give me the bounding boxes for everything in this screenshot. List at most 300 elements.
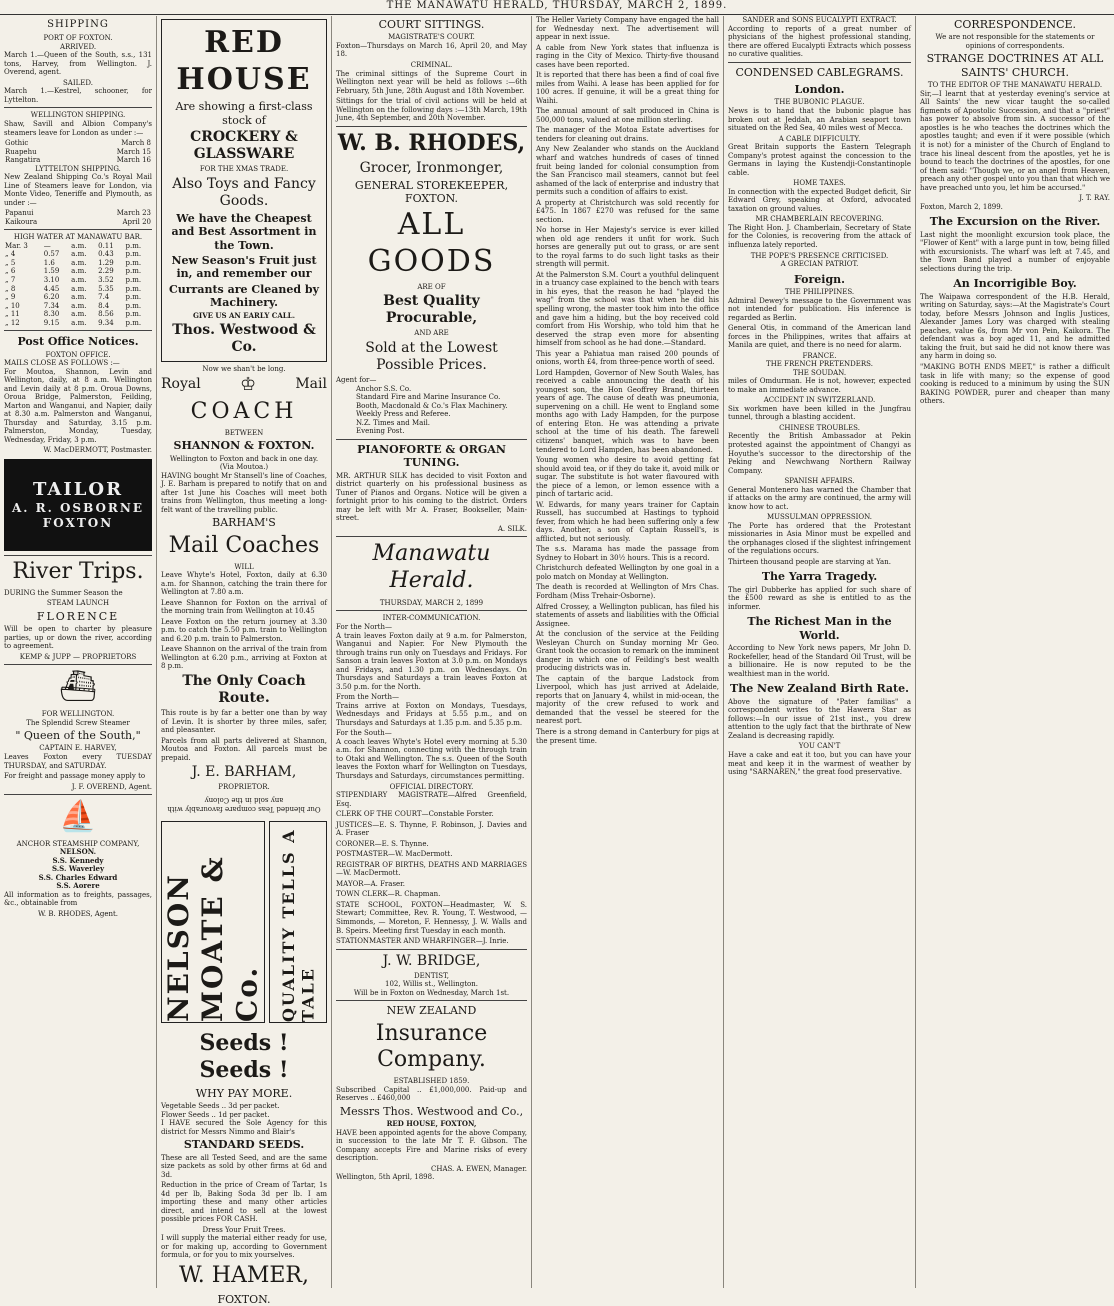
table-cell: 7.34	[43, 301, 60, 310]
table-cell: 8.4	[98, 301, 110, 310]
civil-text: Sittings for the trial of civil actions will be held at Wellington on the following days :—13th March, 19th June, 4th September, and 20th November.	[336, 97, 527, 123]
red-house-ad	[161, 19, 327, 362]
ship-date: March 8	[121, 139, 151, 148]
table-cell: p.m.	[125, 258, 142, 267]
divider	[336, 1000, 527, 1001]
table-cell: „ 9	[5, 293, 16, 302]
now-ready: Now we shan't be long.	[202, 365, 286, 374]
birth-rate-title: The New Zealand Birth Rate.	[730, 682, 909, 696]
magistrate-title: MAGISTRATE'S COURT.	[388, 33, 475, 42]
arrived-text: March 1.—Queen of the South, s.s., 131 tons, Harvey, from Wellington. J. Overend, agent.	[4, 51, 152, 77]
xmas-text: FOR THE XMAS TRADE.	[199, 165, 289, 174]
general-storekeeper: GENERAL STOREKEEPER, FOXTON.	[354, 178, 509, 206]
table-row	[4, 293, 152, 302]
sailed-text: March 1.—Kestrel, schooner, for Lyttelton.	[4, 87, 152, 104]
divider	[4, 664, 152, 665]
toys-text: Also Toys and Fancy Goods.	[172, 175, 316, 209]
news-paragraph: The s.s. Marama has made the passage from Sydney to Hobart in 30½ hours. This is a record.	[536, 545, 719, 562]
vertical-ads	[161, 817, 327, 1027]
piano-title: PIANOFORTE & ORGAN TUNING.	[357, 442, 506, 470]
divider	[4, 794, 152, 795]
section-title: CHINESE TROUBLES.	[779, 423, 860, 432]
from-north-label: From the North—	[336, 693, 399, 702]
table-cell: a.m.	[71, 250, 87, 259]
freight-text: For freight and passage money apply to	[4, 772, 146, 781]
news-paragraph: General Otis, in command of the American land forces in the Philippines, writes that affairs at Manila are quiet, and there is no need for alarm.	[728, 324, 911, 350]
news-paragraph: According to reports of a great number of physicians of the highest professional standing, there are offered Eucalypti Extracts which possess no curative qualities.	[728, 24, 911, 59]
south-label: For the South—	[336, 729, 392, 738]
section-title: HOME TAXES.	[793, 179, 846, 188]
divider	[4, 107, 152, 108]
table-cell: 9.15	[43, 318, 60, 327]
list-item: Evening Post.	[356, 427, 405, 436]
north-text: A train leaves Foxton daily at 9 a.m. for Palmerston, Wanganui and Napier. For New Plymouth the through trains run only on Tuesdays and Fridays. For Sanson a train leaves Foxton at 3.0 p.m. on Mondays and Fridays, and 1.30 p.m. on Wednesdays. On Thursdays and Saturdays a train leaves Foxton at 3.50 p.m. for the North.	[336, 631, 527, 691]
divider	[336, 126, 527, 127]
london-title: London.	[794, 83, 845, 97]
court-title: COURT SITTINGS.	[378, 18, 485, 31]
nelson-label: NELSON.	[59, 847, 97, 857]
queen-of-south: " Queen of the South,"	[15, 729, 141, 743]
hamer-foxton: FOXTON.	[217, 1292, 271, 1306]
divider	[336, 536, 527, 537]
table-cell: 4.45	[43, 284, 60, 293]
table-cell: 1.6	[43, 258, 55, 267]
signer-name: J. T. RAY.	[1079, 194, 1110, 203]
barhams-title: BARHAM'S	[212, 516, 276, 530]
richest-title: The Richest Man in the World.	[747, 615, 892, 642]
dress-title: Dress Your Fruit Trees.	[202, 1225, 286, 1234]
flower-seeds: Flower Seeds .. 1d per packet.	[161, 1110, 270, 1119]
table-cell: a.m.	[71, 318, 87, 327]
captain: CAPTAIN E. HARVEY,	[39, 744, 117, 753]
news-paragraph: The Right Hon. J. Chamberlain, Secretary of State for the Colonies, is recovering from the attack of influenza lately reported.	[728, 223, 911, 249]
nelson-moate-label: NELSON MOATE & Co.	[162, 855, 264, 1022]
proprietor-label: PROPRIETOR.	[218, 783, 270, 792]
list-item: Weekly Press and Referee.	[356, 410, 451, 419]
news-paragraph: No horse in Her Majesty's service is ever killed when old age renders it unfit for work. Such horses are generally put out to grass, or are sent to the royal farms to do such light tasks as their strength will permit.	[536, 226, 719, 269]
news-paragraph: Christchurch defeated Wellington by one goal in a polo match on Monday at Wellington.	[536, 564, 719, 581]
shipping-title: SHIPPING	[47, 19, 109, 30]
coach-body: HAVING bought Mr Stansell's line of Coaches, J. E. Barham is prepared to notify that on and after 1st June his Coaches will meet both trains from Wellington, thus meeting a long-felt want of the travelling public.	[161, 471, 327, 514]
ship-name: Rangatira	[5, 156, 41, 165]
agencies-list	[336, 385, 527, 436]
directory-entry: TOWN CLERK—R. Chapman.	[336, 890, 441, 899]
table-row	[4, 267, 152, 276]
table-cell: a.m.	[71, 258, 87, 267]
tailor-ad	[4, 459, 152, 551]
parcels-text: Parcels from all parts delivered at Shannon, Moutoa and Foxton. All parcels must be prepaid.	[161, 736, 327, 762]
table-row	[4, 285, 152, 294]
ship-name: Gothic	[5, 139, 29, 148]
news-paragraph: Any New Zealander who stands on the Auckland wharf and watches hundreds of cases of tinned fruit being landed for colonial consumption from the San Francisco mail steamers, cannot but feel ashamed of the lack of enterprise and industry that permits such a condition of affairs to exist.	[536, 145, 719, 197]
table-row	[4, 209, 152, 218]
currants-text: Currants are Cleaned by Machinery.	[169, 282, 319, 310]
news-paragraph: The Heller Variety Company have engaged the hall for Wednesday next. The advertisement will appear in next issue.	[536, 16, 719, 42]
divider	[4, 555, 152, 556]
why-pay-more: WHY PAY MORE.	[195, 1086, 293, 1100]
mail-coach-text: Leave Foxton on the return journey at 3.30 p.m. to catch the 5.50 p.m. train to Wellington and 6.20 p.m. train to Palmerston.	[161, 617, 327, 643]
and-are: AND ARE	[414, 329, 449, 338]
table-cell: „ 11	[5, 310, 20, 319]
news-paragraph: Young women who desire to avoid getting fat should avoid tea, or if they do take it, avoid milk or sugar. The substitute is hot water flavoured with the piece of a lemon, or lemon essence with a pinch of tartaric acid.	[536, 456, 719, 499]
table-cell: a.m.	[71, 301, 87, 310]
correspondence-title: CORRESPONDENCE.	[953, 18, 1077, 31]
ship-date: March 15	[116, 147, 151, 156]
table-row	[4, 259, 152, 268]
table-cell: p.m.	[125, 241, 142, 250]
red-house-title: RED HOUSE	[176, 25, 312, 97]
excursion-title: The Excursion on the River.	[929, 215, 1101, 229]
table-cell: 9.34	[98, 318, 114, 327]
section-title: THE FRENCH PRETENDERS.	[766, 360, 873, 369]
news-paragraph: The Waipawa correspondent of the H.B. Herald, writing on Saturday, says:—At the Magistrate's Court today, before Messrs Johnson and Inglis Justices, Alexander James Lory was charged with stealing peaches, value 6s, from Mr von Pein, Kaikora. The defendant was a boy aged 11, and he admitted taking the fruit, but said he did not know there was any harm in doing so.	[920, 292, 1110, 361]
port-label: PORT OF FOXTON.	[43, 34, 113, 43]
ewen-manager: CHAS. A. EWEN, Manager.	[430, 1164, 527, 1173]
insurance-title: Insurance Company.	[375, 1020, 488, 1073]
criminal-text: The criminal sittings of the Supreme Court in Wellington next year will be held as follows :—6th February, 5th June, 28th August and 18th November.	[336, 69, 527, 95]
table-row	[4, 302, 152, 311]
table-cell: 1.29	[98, 258, 114, 267]
rhodes-title: W. B. RHODES,	[337, 129, 526, 156]
cheapest-text: We have the Cheapest and Best Assortment in the Town.	[171, 211, 317, 252]
hamer-name: W. HAMER,	[179, 1262, 309, 1288]
wellington-table	[4, 139, 152, 165]
table-cell: 0.43	[98, 250, 114, 259]
table-cell: „ 12	[5, 318, 20, 327]
news-paragraph: Admiral Dewey's message to the Government was not intended for publication. His inference is regarded as Berlin.	[728, 296, 911, 322]
river-trips-title: River Trips.	[12, 558, 144, 584]
table-cell: „ 6	[5, 267, 16, 276]
only-coach-text: This route is by far a better one than by way of Levin. It is shorter by three miles, safer, and pleasanter.	[161, 709, 327, 735]
table-row	[4, 139, 152, 148]
lyttelton-title: LYTTELTON SHIPPING.	[35, 164, 121, 173]
best-quality: Best Quality Procurable,	[383, 293, 480, 327]
news-paragraph: W. Edwards, for many years trainer for Captain Russell, has succumbed at Hastings to typhoid fever, from which he had been suffering only a few days. Another, a son of Captain Russell's, is afflicted, but not seriously.	[536, 500, 719, 543]
news-paragraph: The manager of the Motoa Estate advertises for tenders for cleaning out drains.	[536, 126, 719, 143]
divider	[4, 229, 152, 230]
table-cell: „ 5	[5, 258, 16, 267]
table-row	[4, 156, 152, 165]
table-row	[4, 242, 152, 251]
river-text: DURING the Summer Season the	[4, 588, 123, 597]
post-office-sub: FOXTON OFFICE.	[45, 350, 111, 359]
table-cell: a.m.	[71, 241, 87, 250]
news-paragraph: General Montenero has warned the Chamber that if attacks on the army are continued, the army will know how to act.	[728, 485, 911, 511]
anchor-text: All information as to freights, passages, &c., obtainable from	[4, 890, 152, 908]
directory-entry: JUSTICES—E. S. Thynne, F. Robinson, J. Davies and A. Fraser	[336, 820, 527, 838]
news-paragraph: A property at Christchurch was sold recently for £475. In 1867 £270 was refused for the same section.	[536, 198, 719, 224]
tested-text: These are all Tested Seed, and are the same size packets as sold by other firms at 6d and 3d.	[161, 1153, 327, 1179]
foreign-title: Foreign.	[793, 272, 846, 286]
barham-name: J. E. BARHAM,	[191, 764, 297, 781]
silk-name: A. SILK.	[497, 524, 527, 533]
table-cell: 3.10	[43, 276, 60, 284]
north-label: For the North—	[336, 622, 392, 631]
directory-entry: CLERK OF THE COURT—Constable Forster.	[336, 810, 494, 819]
florence-name: FLORENCE	[36, 609, 120, 623]
via-moutoa: (Via Moutoa.)	[219, 463, 269, 472]
news-paragraph: This year a Pahiatua man raised 200 pounds of onions, worth £4, from three-pence worth of seed.	[536, 349, 719, 367]
incorrigible-title: An Incorrigible Boy.	[953, 277, 1077, 291]
table-cell: a.m.	[71, 284, 87, 293]
news-paragraph: The Porte has ordered that the Protestant missionaries in Asia Minor must be expelled and the orphanages closed if the slightest infringement of the regulations occurs.	[728, 521, 911, 556]
section-title: FRANCE.	[802, 351, 837, 360]
table-cell: a.m.	[71, 293, 87, 302]
column-1	[0, 16, 157, 1288]
agent-for-label: Agent for—	[336, 376, 377, 384]
table-row	[4, 148, 152, 157]
news-paragraph: It is reported that there has been a find of coal five miles from Waihi. A lease has been applied for for 100 acres. If genuine, it will be a great thing for Waihi.	[536, 71, 719, 105]
nelson-moate-ad	[161, 821, 265, 1023]
table-cell: „ 10	[5, 301, 20, 310]
news-paragraph: Recently the British Ambassador at Pekin protested against the appointment of Changyi as Hoyuthe's successor to the directorship of the Peking and Newchwang Northern Railway Company.	[728, 432, 911, 475]
section-title: THE SOUDAN.	[792, 368, 847, 377]
herald-date: THURSDAY, MARCH 2, 1899	[379, 598, 484, 607]
news-paragraph: "MAKING BOTH ENDS MEET," is rather a difficult task in life with many; so the expense of good cooking is reduced to a minimum by using the SUN BAKING POWDER, purer and cheaper than many others.	[920, 362, 1110, 406]
table-cell: a.m.	[71, 310, 87, 319]
for-wellington: FOR WELLINGTON.	[41, 709, 115, 718]
table-cell: „ 4	[5, 250, 16, 259]
section-title: SANDER and SONS EUCALYPTI EXTRACT.	[742, 16, 897, 24]
inter-title: INTER-COMMUNICATION.	[382, 614, 481, 623]
sailing-ship-icon: ⛵	[59, 799, 97, 835]
bridge-name: J. W. BRIDGE,	[382, 952, 481, 969]
directory-entry: STIPENDIARY MAGISTRATE—Alfred Greenfield, Esq.	[336, 791, 527, 808]
river-text-2: Will be open to charter by pleasure parties, up or down the river, according to agreement.	[4, 625, 152, 651]
news-paragraph: There is a strong demand in Canterbury for pigs at the present time.	[536, 727, 719, 745]
court-text: Foxton—Thursdays on March 16, April 20, and May 18.	[336, 41, 527, 59]
agents-text: HAVE been appointed agents for the above Company, in succession to the late Mr T. F. Gibson. The Company accepts Fire and Marine risks of every description.	[336, 1128, 527, 1163]
table-cell: p.m.	[125, 318, 142, 327]
screw-steamer: The Splendid Screw Steamer	[26, 718, 130, 727]
news-paragraph: Last night the moonlight excursion took place, the "Flower of Kent" with a large punt in tow, being filled with excursionists. The wharf was left at 7.45, and the Town Band played a number of enjoyable selections during the trip.	[920, 230, 1110, 273]
table-cell: p.m.	[125, 276, 142, 284]
section-title: THE BUBONIC PLAGUE.	[774, 98, 865, 107]
list-item: Booth, Macdonald & Co.'s Flax Machinery.	[356, 401, 508, 410]
table-row	[4, 250, 152, 259]
quality-label: QUALITY TELLS A TALE	[278, 828, 318, 1022]
vegetable-seeds: Vegetable Seeds .. 3d per packet.	[161, 1102, 280, 1111]
visit-text: Will be in Foxton on Wednesday, March 1st.	[353, 988, 510, 997]
signed-date: Foxton, March 2, 1899.	[920, 202, 1003, 211]
overend-agent: J. F. OVEREND, Agent.	[71, 782, 152, 791]
high-water-title: HIGH WATER AT MANAWATU BAR.	[13, 233, 143, 242]
directory-entry: STATE SCHOOL, FOXTON—Headmaster, W. S. Stewart; Committee, Rev. R. Young, T. Westwood, — Simmonds, — Moreton, F. Hennessy, J. W. Walls and B. Speirs. Meeting first Tuesday in each month.	[336, 900, 527, 935]
south-text: A coach leaves Whyte's Hotel every morning at 5.30 a.m. for Shannon, connecting with the through train to Otaki and Wellington. The s.s. Queen of the South leaves the Foxton wharf for Wellington on Tuesdays, Thursdays and Saturdays, circumstances permitting.	[336, 737, 527, 780]
only-coach-title: The Only Coach Route.	[182, 672, 306, 707]
section-title: ACCIDENT IN SWITZERLAND.	[763, 396, 876, 405]
royal-label: Royal	[161, 376, 201, 393]
table-cell: 8.30	[43, 310, 60, 319]
news-paragraph: miles of Omdurman. He is not, however, expected to make an immediate advance.	[728, 377, 911, 394]
coach-text: Wellington to Foxton and back in one day.	[169, 454, 319, 463]
table-cell: 3.52	[98, 276, 114, 284]
wellington-shipping-text: Shaw, Savill and Albion Company's steamers leave for London as under :—	[4, 119, 152, 137]
showing-text: Are showing a first-class stock of	[175, 100, 313, 127]
list-item: Standard Fire and Marine Insurance Co.	[356, 393, 501, 402]
masthead: THE MANAWATU HERALD, THURSDAY, MARCH 2, 1899.	[0, 0, 1114, 15]
rhodes-agent: W. B. RHODES, Agent.	[37, 909, 119, 918]
directory-entry: STATIONMASTER AND WHARFINGER—J. Inrie.	[336, 937, 509, 946]
news-paragraph: Six workmen have been killed in the Jungfrau tunnel, through a blasting accident.	[728, 404, 911, 422]
news-paragraph: The captain of the barque Ladstock from Liverpool, which has just arrived at Adelaide, reports that on January 4, whilst in mid-ocean, the majority of the crew refused to work and demanded that the vessel be steered for the nearest port.	[536, 674, 719, 726]
fruit-text: New Season's Fruit just in, and remember our	[171, 254, 317, 281]
crockery-title: CROCKERY & GLASSWARE	[190, 129, 298, 163]
news-paragraph: Sir,—I learnt that at yesterday evening's service at All Saints' the new vicar taught the so-called figments of Apostolic Succession, and that a "priest" has power to absolve from sin. A successor of the apostles is he who teaches the doctrines which the apostles taught; and even if it were possible (which it is not) for a minister of the Church of England to trace his lineal descent from the apostles, yet he is bound to teach the doctrines of the apostles, for one of them said: "Though we, or an angel from Heaven, preach any other gospel unto you than that which we have preached unto you, let him be accursed."	[920, 89, 1110, 192]
column-4	[532, 16, 724, 1288]
section-title: THE POPE'S PRESENCE CRITICISED.	[750, 251, 889, 260]
established: ESTABLISHED 1859.	[393, 1077, 470, 1086]
divider	[336, 439, 527, 440]
directory-entry: CORONER—E. S. Thynne.	[336, 839, 429, 848]
steamship-icon: ⛴	[58, 669, 98, 705]
news-paragraph: Alfred Crossey, a Wellington publican, has filed his statements of assets and liabilities with the Official Assignee.	[536, 602, 719, 628]
mails-text: For Moutoa, Shannon, Levin and Wellington, daily, at 8 a.m. Wellington and Levin daily at 8 p.m. Oroua Downs, Oroua Bridge, Palmerston, Feilding, Marton and Wanganui, and Napier, daily at 8.30 a.m. Palmerston and Wanganui, Thursday and Saturday, 3.15 p.m. Palmerston, Monday, Tuesday, Wednesday, Friday, 3 p.m.	[4, 367, 152, 444]
nz-label: NEW ZEALAND	[386, 1004, 477, 1018]
red-house-foxton: RED HOUSE, FOXTON,	[386, 1119, 477, 1129]
column-2	[157, 16, 332, 1306]
section-title: MR CHAMBERLAIN RECOVERING.	[755, 215, 884, 224]
table-cell: p.m.	[125, 250, 142, 259]
mail-coach-text: Leave Shannon on the arrival of the train from Wellington at 6.20 p.m., arriving at Foxton at 8 p.m.	[161, 645, 327, 671]
strange-title: STRANGE DOCTRINES AT ALL SAINTS' CHURCH.	[926, 52, 1104, 79]
ship-list-item: S.S. Charles Edward	[38, 872, 118, 882]
table-cell: 2.29	[98, 267, 114, 276]
section-title: MUSSULMAN OPPRESSION.	[766, 513, 873, 522]
table-cell: 0.11	[98, 241, 114, 250]
news-paragraph: A cable from New York states that influenza is raging in the City of Mexico. Thirty-five thousand cases have been reported.	[536, 43, 719, 69]
table-row	[4, 276, 152, 285]
will-label: WILL	[234, 562, 254, 571]
table-cell: „ 8	[5, 284, 16, 293]
ship-date: March 23	[116, 209, 151, 218]
ship-date: April 20	[122, 217, 151, 226]
kemp-jupp: KEMP & JUPP — PROPRIETORS	[19, 652, 137, 661]
ship-name: Kaikoura	[5, 217, 38, 226]
news-paragraph: At the Palmerston S.M. Court a youthful delinquent in a truancy case explained to the bench with tears in his eyes, that the reason he had "played the wag" from the school was that when he did his spelling wrong, the master took him into the office and gave him a hiding, but the boy received cold comfort from His Worship, who told him that he deserved the strap even more for absenting himself from school as he had done.—Standard.	[536, 270, 719, 348]
messrs-westwood: Messrs Thos. Westwood and Co.,	[339, 1104, 524, 1118]
news-paragraph: In connection with the expected Budget deficit, Sir Edward Grey, speaking at Oxford, advocated taxation on ground values.	[728, 187, 911, 213]
sold-lowest: Sold at the Lowest Possible Prices.	[365, 339, 498, 373]
shannon-foxton: SHANNON & FOXTON.	[173, 439, 315, 453]
steam-launch: STEAM LAUNCH	[46, 599, 110, 608]
criminal-title: CRIMINAL.	[410, 61, 453, 69]
mail-label: Mail	[295, 376, 327, 393]
table-cell: 8.56	[98, 310, 114, 319]
tailor-line: A. R. OSBORNE	[11, 501, 145, 516]
table-row	[4, 218, 152, 227]
divider	[728, 62, 911, 63]
news-paragraph: Above the signature of "Pater familias" a correspondent writes to the Hawera Star as follows:—In our issue of 21st inst., you drew attention to the ugly fact that the birthrate of New Zealand is decreasing rapidly.	[728, 697, 911, 740]
news-paragraph: Great Britain supports the Eastern Telegraph Company's protest against the concession to the Germans in laying the Kustendji-Constantinople cable.	[728, 143, 911, 177]
table-cell: 0.57	[43, 250, 60, 259]
standard-seeds: STANDARD SEEDS.	[183, 1138, 305, 1152]
mails-label: MAILS CLOSE AS FOLLOWS :—	[4, 359, 120, 368]
arrived-label: ARRIVED.	[59, 42, 97, 51]
section-title: A GRECIAN PATRIOT.	[780, 260, 859, 269]
from-north-text: Trains arrive at Foxton on Mondays, Tuesdays, Wednesdays and Fridays at 5.55 p.m., and on Thursdays and Saturdays at 1.35 p.m. and 5.35 p.m.	[336, 701, 527, 727]
anchor-company: ANCHOR STEAMSHIP COMPANY,	[16, 839, 140, 848]
cablegrams-title: CONDENSED CABLEGRAMS.	[735, 65, 904, 79]
supply-text: I will supply the material either ready for use, or for making up, according to Government formula, or for you to mix yourselves.	[161, 1234, 327, 1260]
ship-name: Ruapehu	[5, 147, 37, 156]
sailed-label: SAILED.	[63, 78, 93, 87]
between-label: BETWEEN	[224, 428, 264, 437]
postmaster: W. MacDERMOTT, Postmaster.	[43, 446, 152, 455]
royal-mail-header	[161, 374, 327, 396]
ship-name: Papanui	[5, 209, 34, 218]
reduction-text: Reduction in the price of Cream of Tartar, 1s 4d per lb, Baking Soda 3d per lb. I am importing these and many other articles direct, and intend to sell at the lowest possible prices FOR CASH.	[161, 1181, 327, 1224]
section-title: A CABLE DIFFICULTY.	[778, 134, 861, 143]
table-cell: 5.35	[98, 284, 114, 293]
news-paragraph: At the conclusion of the service at the Feilding Wesleyan Church on Sunday morning Mr Geo. Grant took the occasion to remark on the imminent danger in which one of Feilding's best wealth producing districts was in.	[536, 630, 719, 673]
divider	[336, 949, 527, 950]
news-paragraph: Have a cake and eat it too, but you can have your meat and keep it in the warmest of weather by using "SARNAREN," the great food preservative.	[728, 750, 911, 777]
table-cell: p.m.	[125, 301, 142, 310]
dentist-label: DENTIST,	[414, 971, 449, 980]
table-cell: p.m.	[125, 284, 142, 293]
directory-entry: REGISTRAR OF BIRTHS, DEATHS AND MARRIAGES—W. MacDermott.	[336, 860, 527, 878]
directory-entry: POSTMASTER—W. MacDermott.	[336, 850, 453, 859]
lyttelton-text: New Zealand Shipping Co.'s Royal Mail Line of Steamers leave for London, via Monte Video, Teneriffe and Plymouth, as under :—	[4, 173, 152, 207]
lyttelton-table	[4, 209, 152, 226]
grocer-label: Grocer, Ironmonger,	[359, 159, 504, 176]
capital-text: Subscribed Capital .. £1,000,000. Paid-up and Reserves .. £460,000	[336, 1085, 527, 1103]
willis-address: 102, Willis st., Wellington.	[385, 980, 478, 989]
high-water-table	[4, 242, 152, 327]
column-5	[724, 16, 916, 1288]
table-row	[4, 310, 152, 319]
post-office-title: Post Office Notices.	[17, 335, 139, 349]
coach-title: COACH	[190, 398, 298, 424]
list-item: Anchor S.S. Co.	[356, 384, 412, 393]
news-paragraph: The annual amount of salt produced in China is 500,000 tons, valued at one million sterling.	[536, 107, 719, 124]
table-cell: p.m.	[125, 310, 142, 319]
table-cell: 7.4	[98, 293, 110, 302]
leaves-text: Leaves Foxton every TUESDAY THURSDAY, and SATURDAY.	[4, 752, 152, 770]
westwood-name: Thos. Westwood & Co.	[172, 322, 316, 356]
correspondence-notice: We are not responsible for the statements or opinions of correspondents.	[935, 33, 1095, 50]
crest-icon: ♔	[239, 373, 257, 395]
news-paragraph: The death is recorded at Wellington of Mrs Chas. Fordham (Miss Trehair-Osborne).	[536, 583, 719, 600]
news-paragraph: The girl Dubberke has applied for such share of the £500 reward as she is entitled to as the informer.	[728, 585, 911, 611]
table-cell: a.m.	[71, 276, 87, 284]
divider	[4, 330, 152, 331]
yarra-title: The Yarra Tragedy.	[761, 570, 878, 584]
tailor-line: FOXTON	[42, 515, 114, 530]
news-paragraph: According to New York news papers, Mr John D. Rockefeller, head of the Standard Oil Trust, will be a billionaire. He is now reputed to be the wealthiest man in the world.	[728, 644, 911, 678]
call-text: GIVE US AN EARLY CALL.	[192, 310, 296, 320]
ship-list-item: S.S. Kennedy	[52, 855, 104, 865]
directory-entry: MAYOR—A. Fraser.	[336, 879, 405, 888]
news-paragraph: Thirteen thousand people are starving at Yan.	[728, 557, 891, 566]
seeds-text: I HAVE secured the Sole Agency for this district for Messrs Nimmo and Blair's	[161, 1119, 327, 1136]
table-cell: a.m.	[71, 267, 87, 276]
table-cell: 6.20	[43, 293, 60, 302]
table-cell: p.m.	[125, 267, 142, 276]
tailor-line: TAILOR	[32, 479, 124, 501]
wellington-shipping-title: WELLINGTON SHIPPING.	[30, 111, 126, 120]
herald-title: Manawatu Herald.	[372, 541, 491, 594]
all-goods: ALL GOODS	[367, 207, 496, 280]
news-paragraph: News is to hand that the bubonic plague has broken out at Jeddah, an Arabian seaport town situated on the Red Sea, 40 miles west of Mecca.	[728, 107, 911, 133]
divider	[336, 610, 527, 611]
mail-coach-text: Leave Whyte's Hotel, Foxton, daily at 6.30 a.m. for Shannon, catching the train there for Wellington at 7.80 a.m.	[161, 571, 327, 597]
editor-label: TO THE EDITOR OF THE MANAWATU HERALD.	[927, 81, 1103, 90]
quality-ad	[269, 821, 327, 1023]
seeds-title: Seeds ! Seeds !	[199, 1029, 289, 1083]
table-cell: 1.59	[43, 267, 60, 276]
